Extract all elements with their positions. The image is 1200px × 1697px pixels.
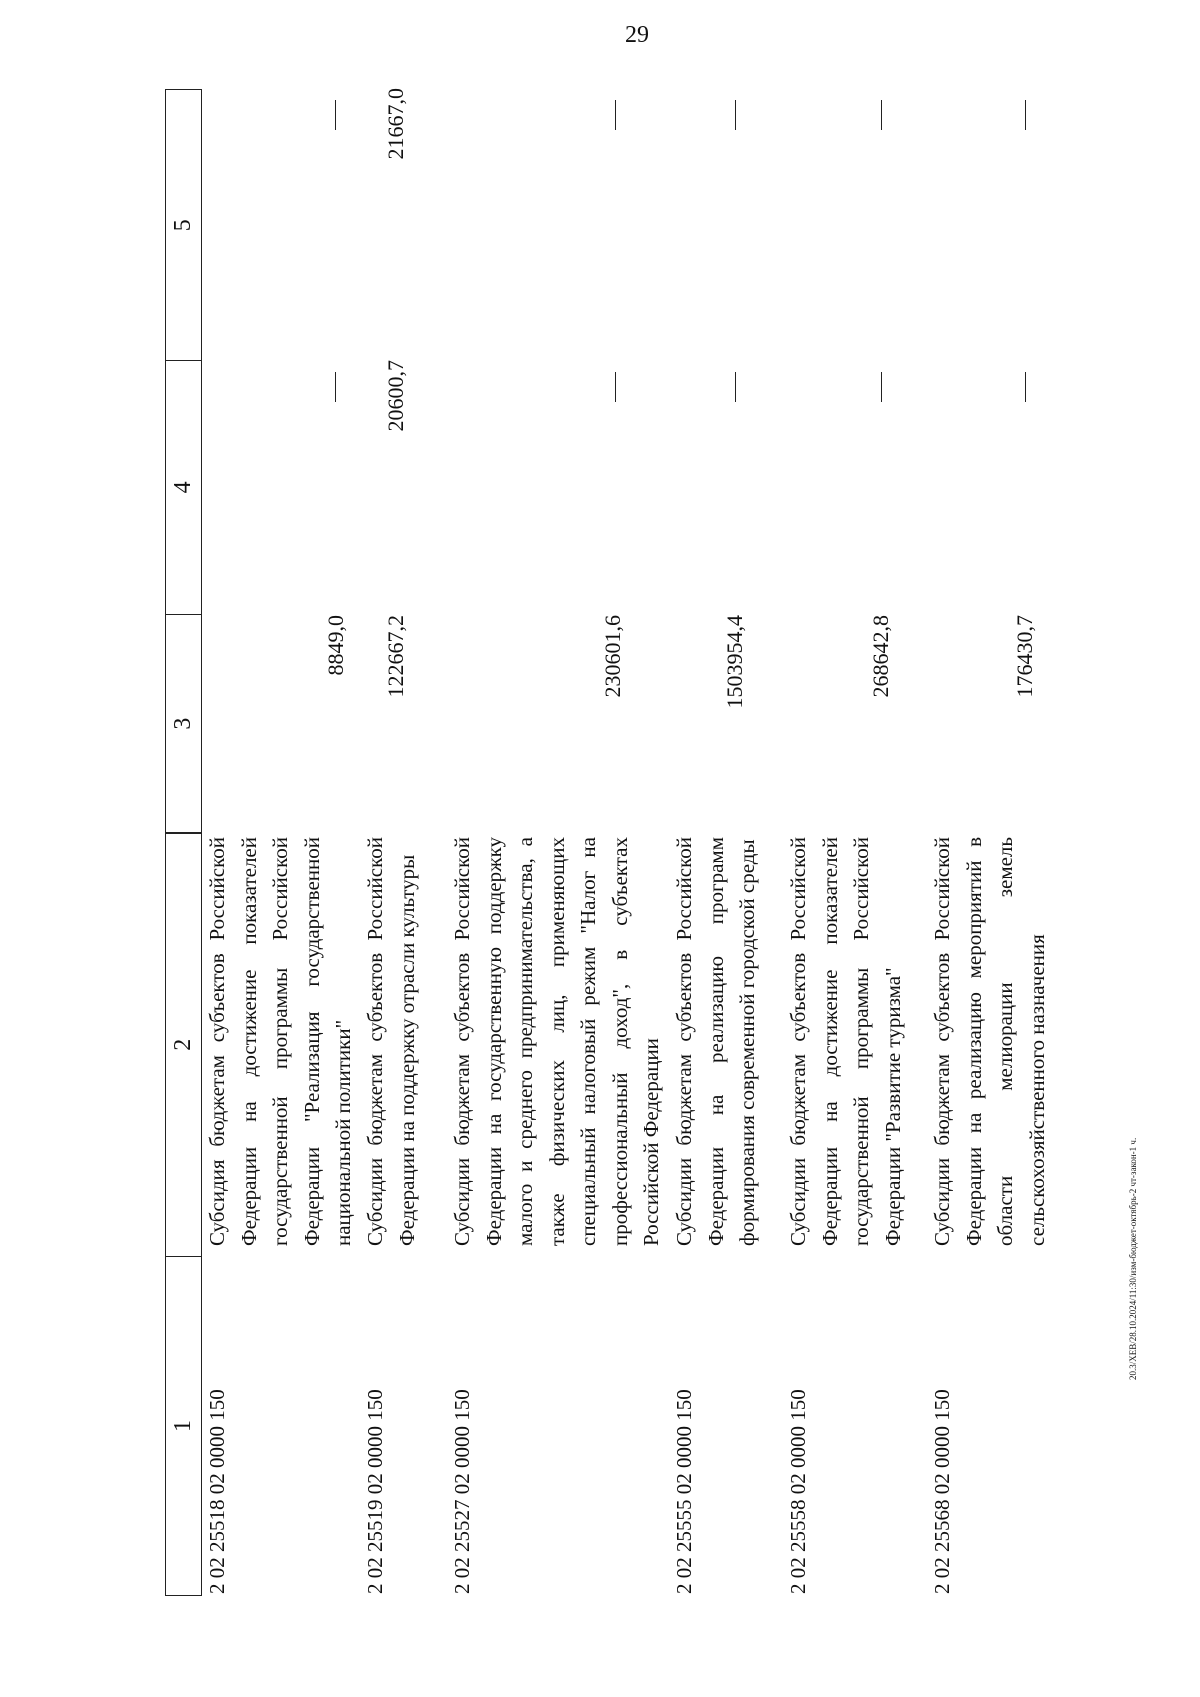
footer-code: 20.3/ХЕВ/28.10.2024/11:30/изм-бюджет-октябрь-2 чт-закон-1 ч. <box>1128 1137 1138 1380</box>
header-col-1: 1 <box>165 1256 202 1596</box>
header-col-5: 5 <box>165 89 202 361</box>
table-row <box>669 84 783 1596</box>
header-col-2: 2 <box>165 832 202 1257</box>
row-col3-value: 268642,8 <box>868 615 893 698</box>
row-code: 2 02 25519 02 0000 150 <box>363 1389 387 1594</box>
row-name: Субсидии бюджетам субъектов Российской Федерации на поддержку отрасли культуры <box>363 837 419 1246</box>
row-name: Субсидии бюджетам субъектов Российской Федерации на реализацию мероприятий в области мелиорации земель сельскохозяйственного назначения <box>930 837 1049 1246</box>
row-col5-dash <box>735 100 736 130</box>
row-col4-dash <box>735 372 736 402</box>
row-code: 2 02 25558 02 0000 150 <box>786 1389 810 1594</box>
table-row <box>447 84 669 1596</box>
header-col-4: 4 <box>165 360 202 615</box>
row-col3-value: 122667,2 <box>383 615 408 698</box>
row-col3-value: 230601,6 <box>600 615 625 698</box>
row-col3-value: 1503954,4 <box>722 615 747 709</box>
row-col5-dash <box>335 100 336 130</box>
row-col4-dash <box>615 372 616 402</box>
row-col3-value: 8849,0 <box>323 615 348 676</box>
row-code: 2 02 25568 02 0000 150 <box>930 1389 954 1594</box>
row-name: Субсидии бюджетам субъектов Российской Федерации на реализацию программ формирования современной городской среды <box>672 837 759 1246</box>
row-col5-value: 21667,0 <box>383 88 408 160</box>
table-row <box>927 84 1057 1596</box>
row-col5-dash <box>1025 100 1026 130</box>
row-col4-dash <box>881 372 882 402</box>
row-name: Субсидия бюджетам субъектов Российской Федерации на достижение показателей государственной программы Российской Федерации "Реализация государственной национальной политики" <box>205 837 355 1246</box>
row-col5-dash <box>615 100 616 130</box>
budget-table <box>165 84 1057 1596</box>
table-header <box>165 84 202 1596</box>
row-col5-dash <box>881 100 882 130</box>
row-col4-dash <box>1025 372 1026 402</box>
header-col-3: 3 <box>165 614 202 834</box>
table-row <box>360 84 447 1596</box>
row-col4-value: 20600,7 <box>383 360 408 432</box>
row-code: 2 02 25555 02 0000 150 <box>672 1389 696 1594</box>
page-number: 29 <box>625 22 649 48</box>
row-col4-dash <box>335 372 336 402</box>
row-name: Субсидии бюджетам субъектов Российской Федерации на достижение показателей государственной программы Российской Федерации "Развитие туризма" <box>786 837 905 1246</box>
row-name: Субсидии бюджетам субъектов Российской Федерации на государственную поддержку малого и среднего предпринимательства, а также физических лиц, применяющих специальный налоговый режим "Налог на профессиональный доход", в субъектах Российской Федерации <box>450 837 663 1246</box>
table-row <box>783 84 927 1596</box>
row-code: 2 02 25518 02 0000 150 <box>205 1389 229 1594</box>
row-col3-value: 176430,7 <box>1012 615 1037 698</box>
row-code: 2 02 25527 02 0000 150 <box>450 1389 474 1594</box>
table-row <box>202 84 360 1596</box>
